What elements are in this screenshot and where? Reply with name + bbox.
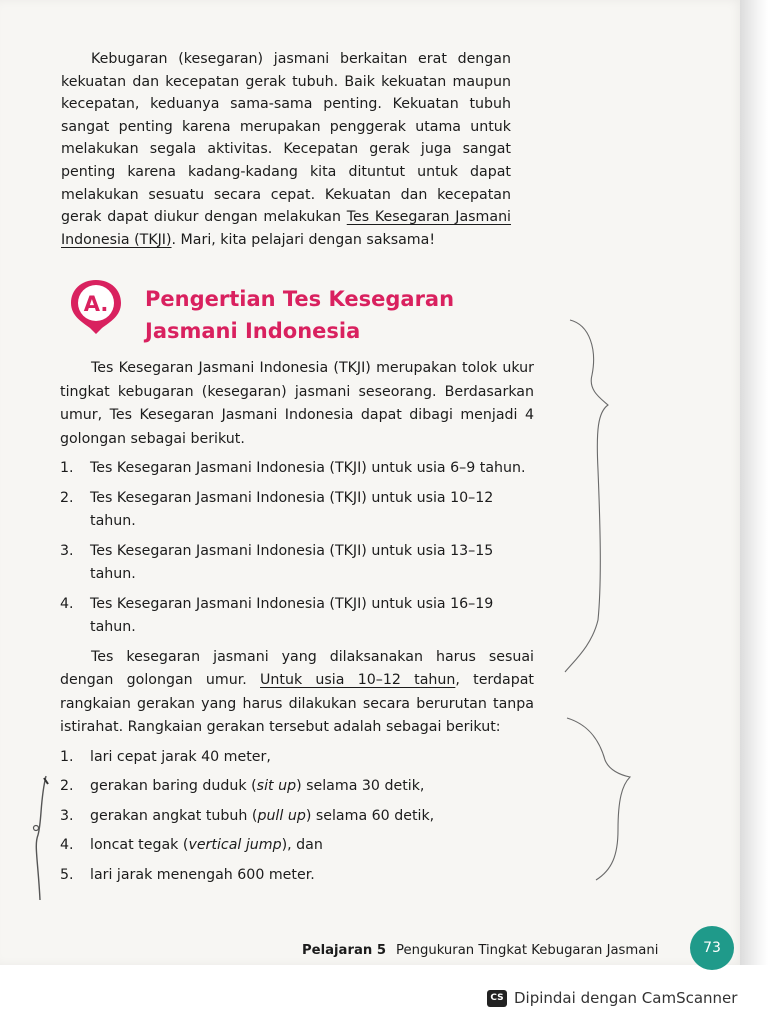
list-item: 3. Tes Kesegaran Jasmani Indonesia (TKJI) untuk usia 13–15 tahun. xyxy=(60,542,494,582)
section-title: Pengertian Tes Kesegaran Jasmani Indonesia xyxy=(145,287,455,343)
movement-list xyxy=(60,746,534,888)
page-edge-shadow xyxy=(740,0,768,965)
list-item: 1. lari cepat jarak 40 meter, xyxy=(60,748,271,765)
section-body xyxy=(60,357,534,893)
intro-text: Kebugaran (kesegaran) jasmani berkaitan erat dengan kekuatan dan kecepatan gerak tubuh. Baik kekuatan maupun kecepatan, keduanya sama-sama penting. Kekuatan tubuh sangat penting karena merupakan penggerak utama untuk melakukan segala aktivitas. Kecepatan gerak juga sangat penting karena kadang-kadang kita dituntut untuk dapat melakukan sesuatu secara cepat. Kekuatan dan kecepatan gerak dapat diukur dengan melakukan xyxy=(61,51,511,226)
intro-paragraph xyxy=(61,48,511,251)
section-badge-letter: A. xyxy=(83,292,109,316)
age-group-list xyxy=(60,457,534,640)
underlined-age-range: Untuk usia 10–12 tahun xyxy=(260,672,456,688)
intro-text-end: . Mari, kita pelajari dengan saksama! xyxy=(171,231,436,248)
footer-title: Pengukuran Tingkat Kebugaran Jasmani xyxy=(396,943,659,958)
list-item: 1. Tes Kesegaran Jasmani Indonesia (TKJI) untuk usia 6–9 tahun. xyxy=(60,460,526,476)
camscanner-logo-icon: CS xyxy=(487,990,507,1007)
list-item: 2. gerakan baring duduk (sit up) selama 30 detik, xyxy=(60,778,425,794)
list-item: 3. gerakan angkat tubuh (pull up) selama 60 detik, xyxy=(60,807,435,824)
list-item: 4. Tes Kesegaran Jasmani Indonesia (TKJI) untuk usia 16–19 tahun. xyxy=(60,595,494,635)
intro-underlined-term: Tes Kesegaran Jasmani Indonesia (TKJI) xyxy=(61,209,511,248)
list-item: 5. lari jarak menengah 600 meter. xyxy=(60,866,315,883)
footer-lesson: Pelajaran 5 xyxy=(302,943,387,958)
page-number-badge: 73 xyxy=(690,926,734,970)
footer-running-title xyxy=(302,943,658,958)
list-item: 2. Tes Kesegaran Jasmani Indonesia (TKJI) untuk usia 10–12 tahun. xyxy=(60,489,494,529)
paragraph-age-specific: Tes kesegaran jasmani yang dilaksanakan harus sesuai dengan golongan umur. Untuk usia 10–12 tahun, terdapat rangkaian gerakan yang harus dilakukan secara berurutan tanpa istirahat. Rangkaian gerakan tersebut adalah sebagai berikut: xyxy=(60,648,534,735)
camscanner-watermark xyxy=(487,987,737,1009)
list-item: 4. loncat tegak (vertical jump), dan xyxy=(60,837,323,853)
section-badge-pin-icon xyxy=(66,276,126,336)
camscanner-text: Dipindai dengan CamScanner xyxy=(514,989,738,1007)
paragraph-tkji-definition: Tes Kesegaran Jasmani Indonesia (TKJI) merupakan tolok ukur tingkat kebugaran (kesegaran) jasmani seseorang. Berdasarkan umur, Tes Kesegaran Jasmani Indonesia dapat dibagi menjadi 4 golongan sebagai berikut. xyxy=(60,360,534,447)
